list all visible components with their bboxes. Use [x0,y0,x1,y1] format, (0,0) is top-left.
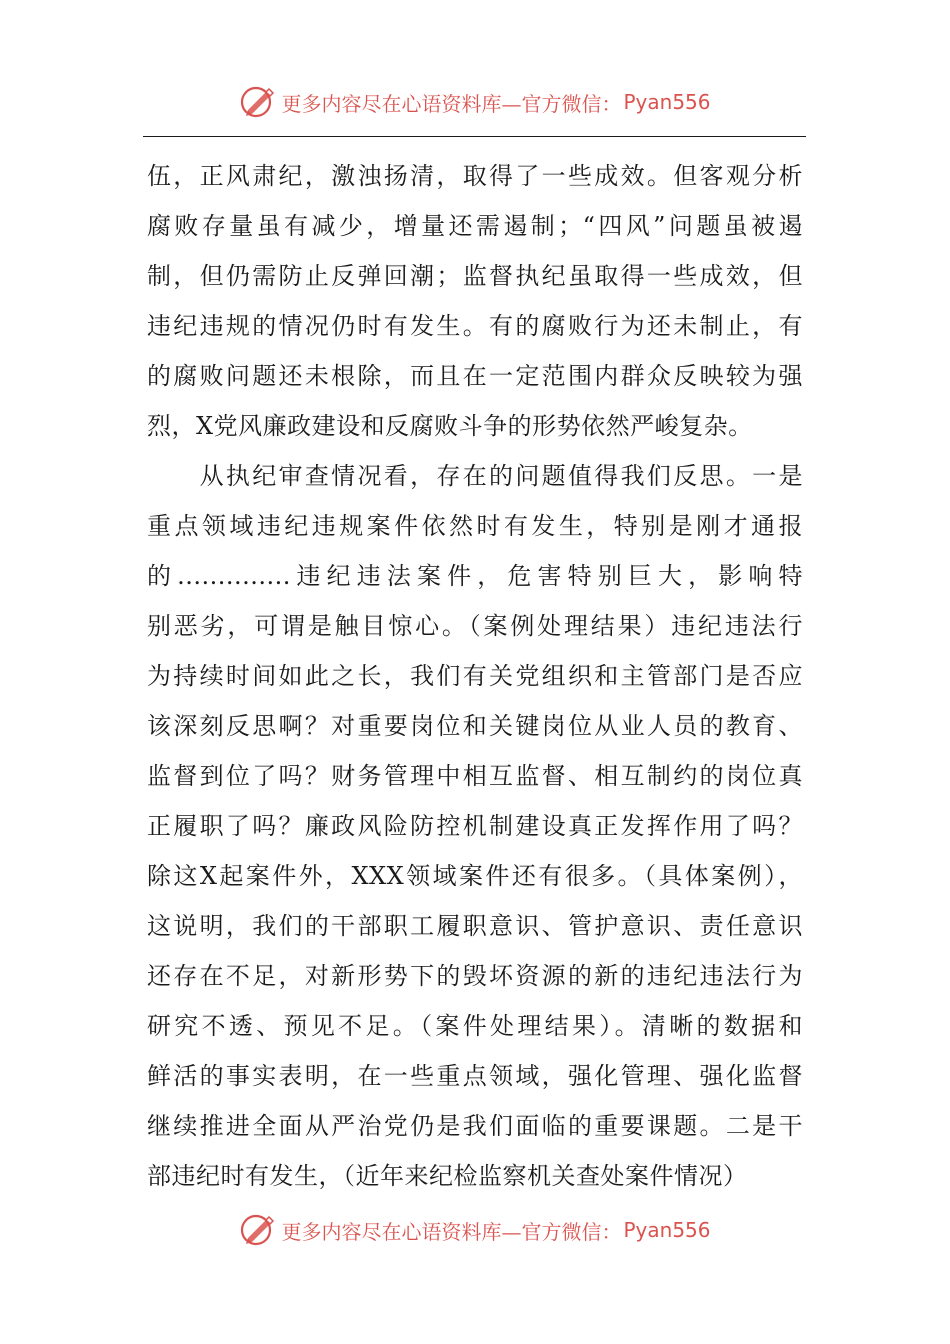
document-body [147,151,803,1201]
header-divider [143,136,806,137]
text-line: 正履职了吗？廉政风险防控机制建设真正发挥作用了吗？ [147,812,803,840]
text-line: 烈，X党风廉政建设和反腐败斗争的形势依然严峻复杂。 [147,412,753,440]
text-line: 伍，正风肃纪，激浊扬清，取得了一些成效。但客观分析 [147,162,803,190]
text-line: 从执纪审查情况看，存在的问题值得我们反思。一是 [147,462,803,490]
banner-account-text: Pyan556 [623,90,711,114]
text-line: 继续推进全面从严治党仍是我们面临的重要课题。二是干 [147,1112,803,1140]
banner-account-text: Pyan556 [623,1218,711,1242]
banner-site-text: 更多内容尽在心语资料库—官方微信： [281,91,622,116]
banner-site-text: 更多内容尽在心语资料库—官方微信： [281,1219,622,1244]
text-line: 违纪违规的情况仍时有发生。有的腐败行为还未制止，有 [147,312,803,340]
text-line: 制，但仍需防止反弹回潮；监督执纪虽取得一些成效，但 [147,262,803,290]
text-line: 别恶劣，可谓是触目惊心。（案例处理结果）违纪违法行 [147,612,803,640]
text-line: 监督到位了吗？财务管理中相互监督、相互制约的岗位真 [147,762,803,790]
text-line: 这说明，我们的干部职工履职意识、管护意识、责任意识 [147,912,803,940]
text-line: 该深刻反思啊？对重要岗位和关键岗位从业人员的教育、 [147,712,803,740]
text-line: 腐败存量虽有减少，增量还需遏制；“四风”问题虽被遏 [147,212,803,240]
pen-logo-icon [239,1211,277,1249]
text-line: 的腐败问题还未根除，而且在一定范围内群众反映较为强 [147,362,803,390]
text-line: 研究不透、预见不足。（案件处理结果）。清晰的数据和 [147,1012,803,1040]
header-banner [0,80,950,124]
text-line: 除这X起案件外，XXX领域案件还有很多。（具体案例）， [147,862,803,890]
text-line: 部违纪时有发生，（近年来纪检监察机关查处案件情况） [147,1162,748,1190]
text-line: 鲜活的事实表明，在一些重点领域，强化管理、强化监督 [147,1062,803,1090]
text-line: 重点领域违纪违规案件依然时有发生，特别是刚才通报 [147,512,803,540]
text-line: 的..............违纪违法案件，危害特别巨大，影响特 [147,562,803,590]
text-line: 还存在不足，对新形势下的毁坏资源的新的违纪违法行为 [147,962,803,990]
footer-banner [0,1208,950,1252]
pen-logo-icon [239,83,277,121]
text-line: 为持续时间如此之长，我们有关党组织和主管部门是否应 [147,662,803,690]
